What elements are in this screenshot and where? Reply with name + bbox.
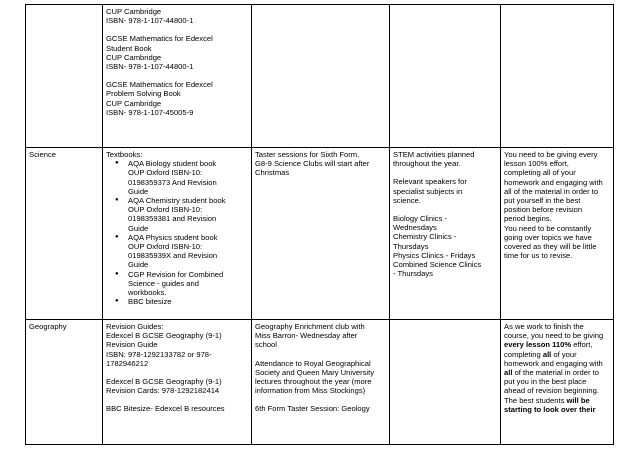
expectations-paragraph: [504, 322, 609, 414]
resource-line: CUP Cambridge: [106, 7, 162, 16]
bullet-line: ● AQA Chemistry student book: [128, 196, 226, 206]
list-item: [128, 233, 247, 270]
expectations-line: going over topics we have: [504, 232, 592, 242]
list-item: [128, 159, 247, 196]
support-cell: [390, 5, 501, 148]
support-cell: [390, 320, 501, 445]
expectations-line: homework and engaging with: [504, 177, 603, 187]
bullet-line: ● AQA Physics student book: [128, 232, 218, 242]
resource-line: ISBN- 978-1-107-44800-1: [106, 16, 194, 26]
resource-line: CUP Cambridge: [106, 98, 162, 108]
bullet-line: Guide: [128, 223, 149, 233]
enrichment-cell: [252, 320, 390, 445]
support-line: - Thursdays: [393, 269, 433, 279]
subject-cell: [26, 148, 103, 320]
support-cell: [390, 148, 501, 320]
expectations-line: You need to be giving every: [504, 150, 598, 159]
resource-line: Student Book: [106, 43, 152, 53]
resources-cell: [103, 320, 252, 445]
support-line: science.: [393, 195, 421, 205]
subject-cell: [26, 5, 103, 148]
bullet-line: ● CGP Revision for Combined: [128, 269, 224, 279]
resource-line: Edexcel B GCSE Geography (9-1): [106, 377, 222, 387]
enrichment-line: G8-9 Science Clubs will start after: [255, 159, 370, 169]
resource-line: ISBN- 978-1-107-45005-9: [106, 107, 194, 117]
table-row-maths: [26, 5, 614, 148]
expectations-line: time for us to revise.: [504, 251, 573, 261]
enrichment-line: information from Miss Stockings): [255, 386, 366, 396]
support-line: Chemistry Clinics -: [393, 232, 457, 242]
expectations-line: completing all of your: [504, 168, 576, 178]
list-item: [128, 196, 247, 233]
resource-line: 1782946212: [106, 358, 149, 368]
expectations-emphasis: every lesson 110%: [504, 340, 572, 350]
resource-line: GCSE Mathematics for Edexcel: [106, 80, 213, 90]
subject-label: Geography: [29, 322, 67, 331]
support-line: Wednesdays: [393, 223, 437, 233]
expectations-line: all of the material in order to: [504, 186, 599, 196]
expectations-line: put yourself in the best: [504, 196, 581, 206]
list-item: [128, 270, 247, 298]
bullet-line: Guide: [128, 186, 149, 196]
resource-line: BBC Bitesize- Edexcel B resources: [106, 404, 225, 414]
enrichment-line: 6th Form Taster Session: Geology: [255, 404, 370, 414]
bullet-line: OUP Oxford ISBN-10:: [128, 205, 203, 215]
expectations-emphasis: all: [542, 349, 552, 359]
resource-line: Revision Guide: [106, 340, 158, 350]
resource-line: ISBN- 978-1-107-44800-1: [106, 62, 194, 72]
expectations-emphasis: will be starting to look over their: [504, 395, 596, 414]
subject-label: Science: [29, 150, 57, 159]
expectations-text: effort, completing: [504, 340, 593, 359]
expectations-line: covered as they will be little: [504, 242, 597, 252]
resource-line: Revision Guides:: [106, 322, 164, 331]
enrichment-line: Attendance to Royal Geographical: [255, 358, 371, 368]
support-line: specialist subjects in: [393, 186, 463, 196]
enrichment-line: Christmas: [255, 168, 290, 178]
expectations-text: of the material in order to put you in the best place ahead of revision beginning. The best students: [504, 368, 599, 405]
bullet-line: 0198359373 And Revision: [128, 177, 217, 187]
support-line: throughout the year.: [393, 159, 461, 169]
textbook-list: [106, 159, 247, 306]
curriculum-table: [25, 4, 614, 445]
resources-cell: [103, 5, 252, 148]
textbooks-label: Textbooks:: [106, 150, 143, 159]
expectations-cell: [501, 320, 614, 445]
resource-line: Problem Solving Book: [106, 89, 181, 99]
support-line: STEM activities planned: [393, 150, 475, 159]
support-line: Thursdays: [393, 241, 429, 251]
table-row-geography: [26, 320, 614, 445]
expectations-text: As we work to finish the course, you need to be giving: [504, 322, 604, 341]
enrichment-cell: [252, 148, 390, 320]
expectations-text: of your homework and engaging with: [504, 349, 603, 368]
expectations-line: position before revision: [504, 205, 583, 215]
bullet-line: 019835939X and Revision: [128, 251, 218, 261]
bullet-line: Science - guides and: [128, 278, 199, 288]
bullet-line: 0198359381 and Revision: [128, 214, 217, 224]
expectations-cell: [501, 148, 614, 320]
expectations-line: You need to be constantly: [504, 223, 592, 233]
support-line: Physics Clinics - Fridays: [393, 250, 476, 260]
enrichment-line: Society and Queen Mary University: [255, 367, 375, 377]
enrichment-line: Miss Barron- Wednesday after: [255, 331, 358, 341]
expectations-cell: [501, 5, 614, 148]
expectations-line: period begins.: [504, 214, 552, 224]
list-item: [128, 297, 247, 306]
resource-line: Revision Cards: 978-1292182414: [106, 386, 220, 396]
enrichment-line: school: [255, 340, 277, 350]
support-line: Biology Clinics -: [393, 214, 448, 224]
resource-line: Edexcel B GCSE Geography (9-1): [106, 331, 222, 341]
subject-cell: [26, 320, 103, 445]
resources-cell: [103, 148, 252, 320]
support-line: Relevant speakers for: [393, 177, 467, 187]
resource-line: CUP Cambridge: [106, 52, 162, 62]
enrichment-line: Geography Enrichment club with: [255, 322, 365, 331]
bullet-line: ● AQA Biology student book: [128, 159, 217, 169]
enrichment-line: lectures throughout the year (more: [255, 377, 372, 387]
bullet-line: workbooks.: [128, 288, 167, 298]
bullet-line: ● BBC bitesize: [128, 297, 172, 307]
support-line: Combined Science Clinics: [393, 260, 482, 270]
table-row-science: [26, 148, 614, 320]
expectations-emphasis: all: [504, 368, 513, 378]
resource-line: ISBN: 978-1292133782 or 978-: [106, 349, 212, 359]
expectations-line: lesson 100% effort,: [504, 159, 569, 169]
bullet-line: OUP Oxford ISBN-10:: [128, 242, 203, 252]
enrichment-line: Taster sessions for Sixth Form.: [255, 150, 360, 159]
bullet-line: Guide: [128, 260, 149, 270]
bullet-line: OUP Oxford ISBN-10:: [128, 168, 203, 178]
resource-line: GCSE Mathematics for Edexcel: [106, 34, 213, 44]
enrichment-cell: [252, 5, 390, 148]
